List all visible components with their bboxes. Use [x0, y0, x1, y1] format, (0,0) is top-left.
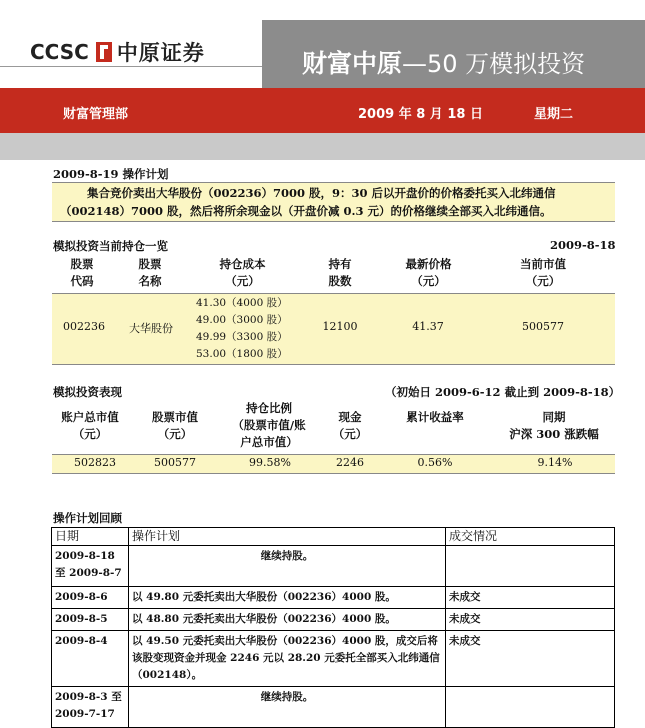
hold-header-line: （元） [525, 274, 561, 288]
plan-title: 2009-8-19 操作计划 [53, 167, 169, 181]
cost-lot: 53.00（1800 股） [196, 348, 288, 360]
review-status [446, 687, 615, 728]
cost-lot: 41.30（4000 股） [196, 297, 288, 309]
review-plan: 继续持股。 [129, 687, 446, 728]
review-status: 未成交 [446, 587, 615, 609]
perf-index-change: 9.14% [537, 456, 573, 469]
table-row [52, 687, 615, 728]
holding-name: 大华股份 [129, 322, 173, 335]
perf-header-total [52, 409, 128, 443]
perf-cash: 2246 [336, 456, 364, 469]
holdings-date: 2009-8-18 [550, 238, 616, 252]
hold-header-line: 股数 [328, 274, 352, 288]
review-plan: 以 48.80 元委托卖出大华股份（002236）4000 股。 [129, 609, 446, 631]
hold-header-cost [205, 256, 280, 290]
gray-divider [0, 133, 645, 160]
weekday: 星期二 [534, 107, 574, 122]
review-header-plan: 操作计划 [129, 528, 446, 546]
review-plan: 以 49.80 元委托卖出大华股份（002236）4000 股。 [129, 587, 446, 609]
review-header-date: 日期 [52, 528, 129, 546]
perf-header-line: 现金 [338, 410, 362, 424]
perf-header-line: （元） [332, 427, 368, 441]
hold-header-line: （元） [225, 274, 260, 288]
perf-header-stock [142, 409, 208, 443]
cost-lot: 49.00（3000 股） [196, 314, 288, 326]
holding-price: 41.37 [412, 320, 444, 333]
logo-chinese: 中原证券 [116, 41, 205, 65]
hold-header-line: 持有 [328, 257, 352, 271]
hold-header-name [130, 256, 170, 290]
holdings-title: 模拟投资当前持仓一览 [53, 239, 168, 253]
title-rest: 50 万模拟投资 [427, 50, 586, 78]
review-date: 2009-8-18 至 2009-8-7 [52, 546, 129, 587]
perf-stock-value: 500577 [154, 456, 196, 469]
perf-header-line: 累计收益率 [406, 410, 464, 424]
title-dash: — [402, 49, 428, 78]
review-header-status: 成交情况 [446, 528, 615, 546]
hold-header-line: （元） [411, 274, 446, 288]
review-status: 未成交 [446, 631, 615, 687]
perf-header-ratio [224, 400, 314, 451]
review-plan: 继续持股。 [129, 546, 446, 587]
hold-header-line: 股票 [138, 257, 162, 271]
perf-ratio: 99.58% [249, 456, 291, 469]
review-plan: 以 49.50 元委托卖出大华股份（002236）4000 股，成交后将该股变现资金并现金 2246 元以 28.20 元委托全部买入北纬通信（002148）。 [129, 631, 446, 687]
department: 财富管理部 [63, 107, 129, 122]
report-header [0, 0, 645, 160]
hold-header-line: 股票 [70, 257, 94, 271]
perf-header-line: 同期 [542, 410, 566, 424]
table-row [52, 587, 615, 609]
hold-header-price [396, 256, 461, 290]
perf-total-value: 502823 [74, 456, 116, 469]
logo-mark-icon [95, 41, 113, 63]
review-table [51, 527, 615, 728]
performance-title: 模拟投资表现 [53, 385, 122, 399]
table-row [52, 546, 615, 587]
plan-line-2: （002148）7000 股，然后将所余现金以（开盘价减 0.3 元）的价格继续全部买入北纬通信。 [60, 204, 552, 218]
review-status: 未成交 [446, 609, 615, 631]
logo-underline [0, 66, 262, 67]
perf-header-line: （元） [157, 427, 193, 441]
review-date: 2009-8-4 [52, 631, 129, 687]
logo-latin: CCSC [30, 40, 89, 64]
holding-code: 002236 [63, 320, 105, 333]
perf-header-line: （元） [72, 427, 108, 441]
hold-header-line: 当前市值 [520, 257, 566, 271]
title-bold: 财富中原 [302, 49, 403, 78]
perf-header-cash [330, 409, 370, 443]
review-date: 2009-8-5 [52, 609, 129, 631]
page-title [302, 44, 585, 80]
hold-header-line: 代码 [70, 274, 94, 288]
holding-shares: 12100 [322, 320, 358, 333]
plan-line-1: 集合竞价卖出大华股份（002236）7000 股，9：30 后以开盘价的价格委托买入北纬通信 [87, 186, 556, 200]
perf-header-line: 沪深 300 涨跌幅 [509, 427, 599, 441]
table-row [52, 631, 615, 687]
perf-header-line: 户总市值） [240, 435, 298, 449]
perf-header-line: 账户总市值 [61, 410, 119, 424]
hold-header-value [508, 256, 578, 290]
hold-header-line: 持仓成本 [219, 257, 266, 271]
perf-header-return [400, 409, 470, 426]
perf-return: 0.56% [417, 456, 453, 469]
review-status [446, 546, 615, 587]
perf-header-index [500, 409, 608, 443]
performance-range: （初始日 2009-6-12 截止到 2009-8-18） [385, 385, 621, 399]
perf-header-line: （股票市值/账 [232, 418, 306, 432]
table-row [52, 609, 615, 631]
hold-header-shares [320, 256, 360, 290]
plan-box [52, 182, 615, 222]
hold-header-line: 名称 [138, 274, 162, 288]
review-header-row [52, 528, 615, 546]
hold-header-line: 最新价格 [405, 257, 452, 271]
company-logo [30, 37, 205, 67]
review-date: 2009-8-6 [52, 587, 129, 609]
report-date: 2009 年 8 月 18 日 [358, 107, 483, 122]
perf-header-line: 持仓比例 [246, 401, 292, 415]
hold-header-code [62, 256, 102, 290]
holding-value: 500577 [522, 320, 564, 333]
cost-lot: 49.99（3300 股） [196, 331, 288, 343]
perf-header-line: 股票市值 [152, 410, 198, 424]
review-title: 操作计划回顾 [53, 511, 122, 525]
info-band [0, 88, 645, 133]
review-date: 2009-8-3 至 2009-7-17 [52, 687, 129, 728]
